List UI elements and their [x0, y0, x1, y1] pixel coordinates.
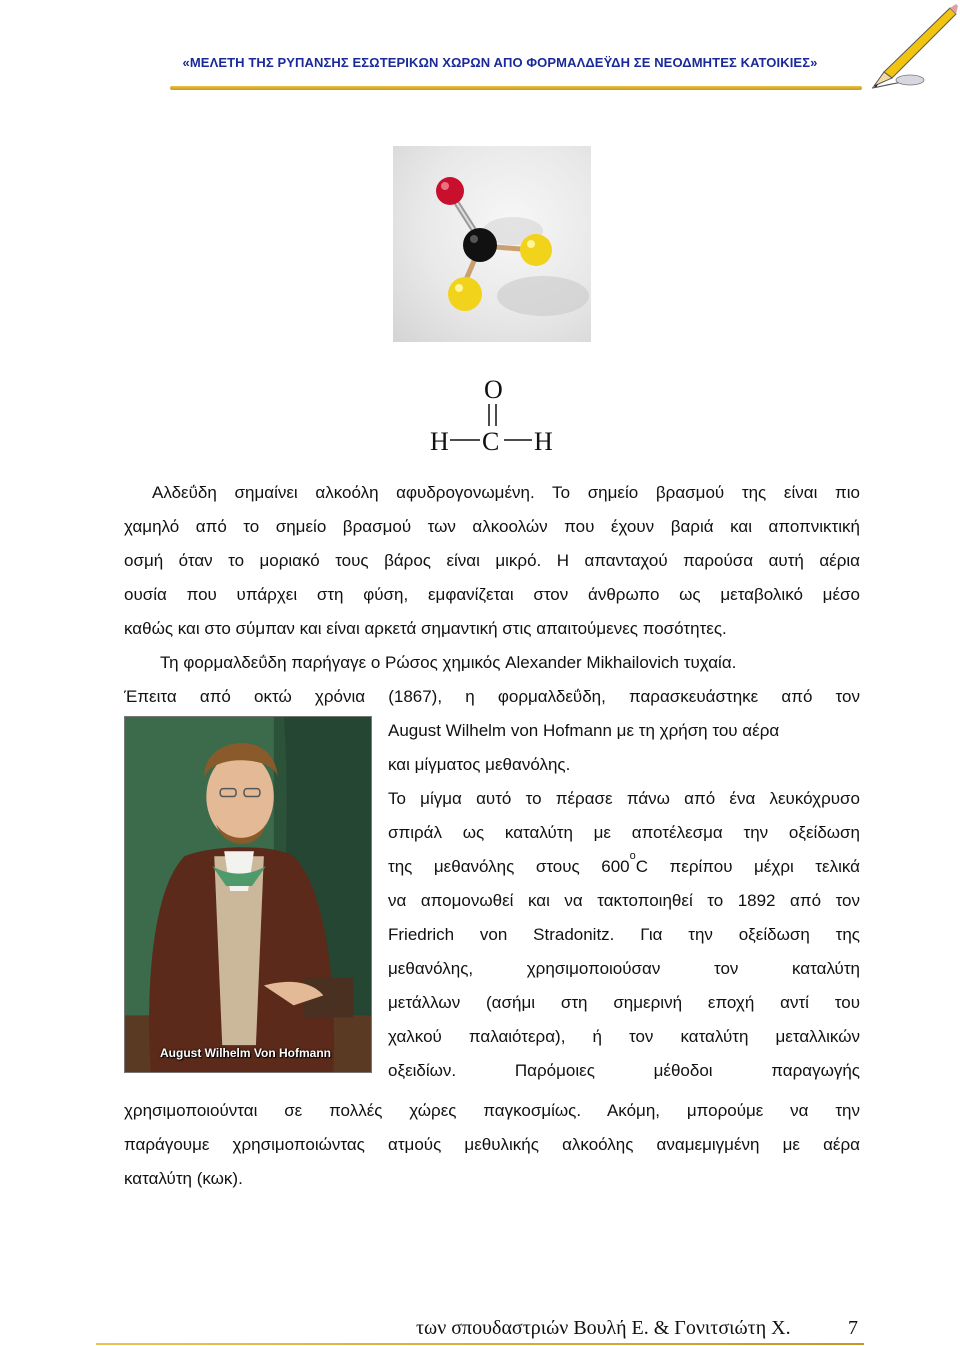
formaldehyde-molecule-model-image [393, 146, 591, 342]
text-line: χρησιμοποιούνται σε πολλές χώρες παγκοσμίως. Ακόμη, μπορούμε να την [124, 1101, 860, 1120]
paragraph-aldehyde-definition [124, 476, 860, 646]
paragraph-hofmann-method [388, 714, 860, 1088]
text-line: ουσία που υπάρχει στη φύση, εμφανίζεται στον άνθρωπο ως μεταβολικό μέσο [124, 585, 860, 604]
formula-left-hydrogen: H [430, 427, 449, 456]
text-line: να απομονωθεί και να τακτοποιηθεί το 1892 από τον [388, 891, 860, 910]
page-number: 7 [848, 1317, 858, 1339]
text-line: χαλκού παλαιότερα), ή τον καταλύτη μεταλλικών [388, 1027, 860, 1046]
text-line: Έπειτα από οκτώ χρόνια (1867), η φορμαλδεΰδη, παρασκευάστηκε από τον [124, 687, 860, 706]
text-line: μετάλλων (ασήμι στη σημερινή εποχή αντί του [388, 993, 860, 1012]
paragraph-history [124, 646, 860, 714]
text-line-temperature [388, 850, 860, 884]
text-fragment: C περίπου μέχρι τελικά [635, 857, 860, 876]
formula-right-hydrogen: H [534, 427, 553, 456]
text-line: σπιράλ ως καταλύτη με αποτέλεσμα την οξείδωση [388, 823, 860, 842]
text-line: August Wilhelm von Hofmann με τη χρήση του αέρα [388, 721, 780, 740]
text-line: χαμηλό από το σημείο βρασμού των αλκοολών που έχουν βαριά και αποπνικτική [124, 517, 860, 536]
paragraph-production-methods [124, 1094, 860, 1196]
hofmann-portrait-image [124, 716, 372, 1073]
formaldehyde-structural-formula [420, 370, 570, 460]
text-line: παράγουμε χρησιμοποιώντας ατμούς μεθυλικής αλκοόλης αναμεμιγμένη με αέρα [124, 1135, 860, 1154]
text-fragment: της μεθανόλης στους 600 [388, 857, 630, 876]
footer-divider [96, 1343, 864, 1345]
portrait-caption: August Wilhelm Von Hofmann [160, 1046, 331, 1060]
formula-oxygen-atom: O [484, 375, 503, 404]
text-line: οσμή όταν το μοριακό τους βάρος είναι μικρό. Η απανταχού παρούσα αυτή αέρια [124, 551, 860, 570]
text-line: Friedrich von Stradonitz. Για την οξείδωση της [388, 925, 860, 944]
text-line: καθώς και στο σύμπαν και είναι αρκετά σημαντική στις απαιτούμενες ποσότητες. [124, 619, 727, 638]
footer-authors: των σπουδαστριών Βουλή Ε. & Γονιτσιώτη Χ. [416, 1317, 791, 1339]
formula-carbon-atom: C [482, 427, 500, 456]
header-divider [170, 86, 862, 90]
pencil-icon [862, 2, 958, 92]
text-line: Αλδεΰδη σημαίνει αλκοόλη αφυδρογονωμένη. Το σημείο βρασμού της είναι πιο [152, 483, 860, 502]
degree-superscript: o [629, 850, 636, 863]
document-header-title: «ΜΕΛΕΤΗ ΤΗΣ ΡΥΠΑΝΣΗΣ ΕΣΩΤΕΡΙΚΩΝ ΧΩΡΩΝ ΑΠΟ ΦΟΡΜΑΛΔΕΫΔΗ ΣΕ ΝΕΟΔΜΗΤΕΣ ΚΑΤΟΙΚΙΕΣ» [182, 55, 818, 70]
text-line: καταλύτη (κωκ). [124, 1169, 243, 1188]
text-line: οξειδίων. Παρόμοιες μέθοδοι παραγωγής [388, 1061, 860, 1080]
text-line: μεθανόλης, χρησιμοποιούσαν τον καταλύτη [388, 959, 860, 978]
text-line: Τη φορμαλδεΰδη παρήγαγε ο Ρώσος χημικός Alexander Mikhailovich τυχαία. [160, 653, 737, 672]
text-line: Το μίγμα αυτό το πέρασε πάνω από ένα λευκόχρυσο [388, 789, 860, 808]
text-line: και μίγματος μεθανόλης. [388, 755, 571, 774]
